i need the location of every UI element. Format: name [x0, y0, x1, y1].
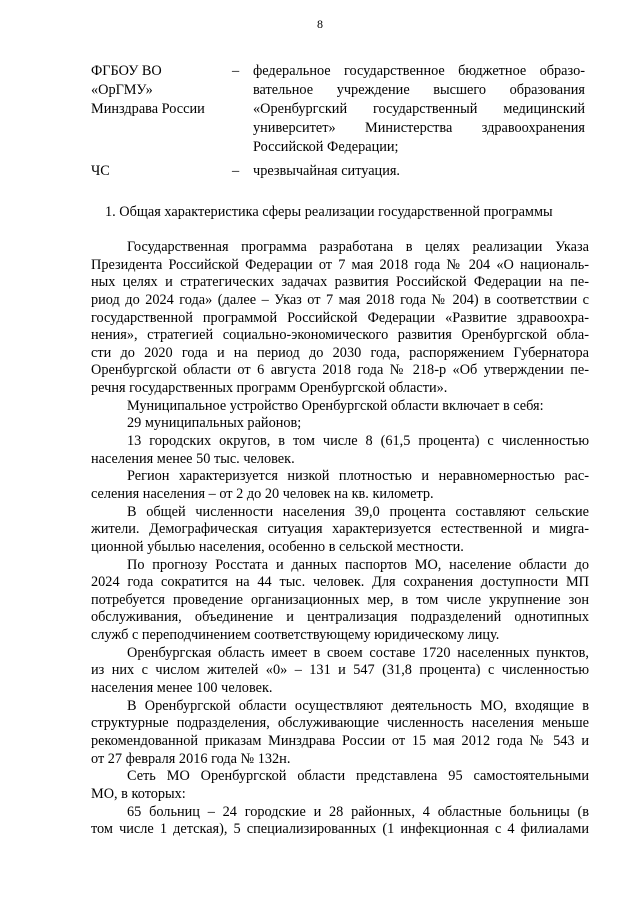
abbreviation-term — [91, 162, 231, 181]
paragraph — [91, 557, 589, 645]
paragraph — [91, 433, 589, 468]
paragraph-line: ционной убылью населения, особенно в сельской местности. — [91, 538, 464, 555]
abbreviation-definition — [253, 62, 585, 157]
paragraph-line: потребуется проведение организационных мер, в том числе укрупнение зон — [91, 591, 589, 608]
paragraph-line: рекомендованной приказам Минздрава России от 15 мая 2012 года № 543 и — [91, 732, 589, 749]
paragraph-line: нения», стратегией социально-экономического развития Оренбургской обла- — [91, 327, 589, 344]
definition-line: Российской Федерации; — [253, 139, 399, 155]
paragraph — [91, 645, 589, 698]
paragraph-line: селения населения – от 2 до 20 человек на кв. километр. — [91, 485, 434, 502]
paragraph — [91, 504, 589, 557]
paragraph-line: В общей численности населения 39,0 процента составляют сельские — [127, 503, 589, 520]
paragraph-line: населения менее 50 тыс. человек. — [91, 450, 295, 467]
paragraph-line: Президента Российской Федерации от 7 мая 2018 года № 204 «О националь- — [91, 256, 589, 273]
paragraph-line: В Оренбургской области осуществляют деятельность МО, входящие в — [127, 697, 589, 714]
paragraph — [91, 768, 589, 803]
page-number: 8 — [317, 17, 323, 31]
paragraph-line: Муниципальное устройство Оренбургской области включает в себя: — [127, 397, 544, 414]
abbreviation-definition — [253, 162, 585, 181]
paragraph-line: МО, в которых: — [91, 785, 186, 802]
paragraph-line: обслуживания, объединение и централизация подразделений однотипных — [91, 609, 589, 626]
paragraph — [91, 415, 589, 433]
abbreviation-dash: – — [232, 163, 240, 179]
definition-line: «Оренбургский государственный медицинский — [253, 101, 585, 117]
paragraph-line: структурные подразделения, обслуживающие численность населения меньше — [91, 715, 589, 732]
paragraph-line: ных целях и стратегических задачах развития Российской Федерации на пе- — [91, 274, 589, 291]
abbreviation-term-line: ЧС — [91, 163, 110, 179]
paragraph-line: служб с переподчинением соответствующему юридическому лицу. — [91, 627, 500, 644]
paragraph-line: Сеть МО Оренбургской области представлена 95 самостоятельными — [127, 768, 589, 785]
paragraph-line: 2024 года сократится на 44 тыс. человек. Для сохранения доступности МП — [91, 574, 589, 591]
paragraph — [91, 804, 589, 839]
paragraph — [91, 239, 589, 398]
definition-line: вательное учреждение высшего образования — [253, 82, 585, 98]
definition-line: федеральное государственное бюджетное образо- — [253, 63, 585, 79]
paragraph-line: том числе 1 детская), 5 специализированных (1 инфекционная с 4 филиалами — [91, 821, 589, 838]
abbreviation-term-line: Минздрава России — [91, 101, 205, 117]
paragraph-line: населения менее 100 человек. — [91, 680, 273, 697]
paragraph-line: от 27 февраля 2016 года № 132н. — [91, 750, 291, 767]
paragraph-line: государственной программой Российской Федерации «Развитие здравоохра- — [91, 309, 589, 326]
definition-line: чрезвычайная ситуация. — [253, 163, 401, 179]
paragraph-line: По прогнозу Росстата и данных паспортов МО, население области до — [127, 556, 589, 573]
paragraph-line: риод до 2024 года» (далее – Указ от 7 мая 2018 года № 204) в соответствии с — [91, 291, 589, 308]
paragraph — [91, 398, 589, 416]
abbreviation-term-line: «ОрГМУ» — [91, 82, 153, 98]
paragraph-line: 29 муниципальных районов; — [127, 415, 302, 432]
paragraph — [91, 698, 589, 769]
section-heading: 1. Общая характеристика сферы реализации государственной программы — [105, 204, 553, 220]
paragraph-line: жители. Демографическая ситуация характеризуется естественной и миgra- — [91, 521, 589, 538]
paragraph-line: Оренбургской области от 6 августа 2018 года № 218-р «Об утверждении пе- — [91, 362, 589, 379]
paragraph-line: речня государственных программ Оренбургской области». — [91, 380, 448, 397]
paragraph-line: из них с числом жителей «0» – 131 и 547 (31,8 процента) с численностью — [91, 662, 589, 679]
paragraph-line: сти до 2020 года и на период до 2030 года, распоряжением Губернатора — [91, 344, 589, 361]
definition-line: университет» Министерства здравоохранения — [253, 120, 585, 136]
paragraph-line: Государственная программа разработана в целях реализации Указа — [127, 239, 589, 255]
paragraph-line: 65 больниц – 24 городские и 28 районных, 4 областные больницы (в — [127, 803, 589, 820]
abbreviation-term — [91, 62, 231, 119]
paragraph-line: 13 городских округов, в том числе 8 (61,5 процента) с численностью — [127, 433, 589, 450]
paragraph — [91, 468, 589, 503]
paragraph-line: Регион характеризуется низкой плотностью и неравномерностью рас- — [127, 468, 589, 485]
body-text — [91, 239, 589, 839]
abbreviation-dash: – — [232, 63, 240, 79]
abbreviation-term-line: ФГБОУ ВО — [91, 63, 162, 79]
paragraph-line: Оренбургская область имеет в своем составе 1720 населенных пунктов, — [127, 644, 589, 661]
